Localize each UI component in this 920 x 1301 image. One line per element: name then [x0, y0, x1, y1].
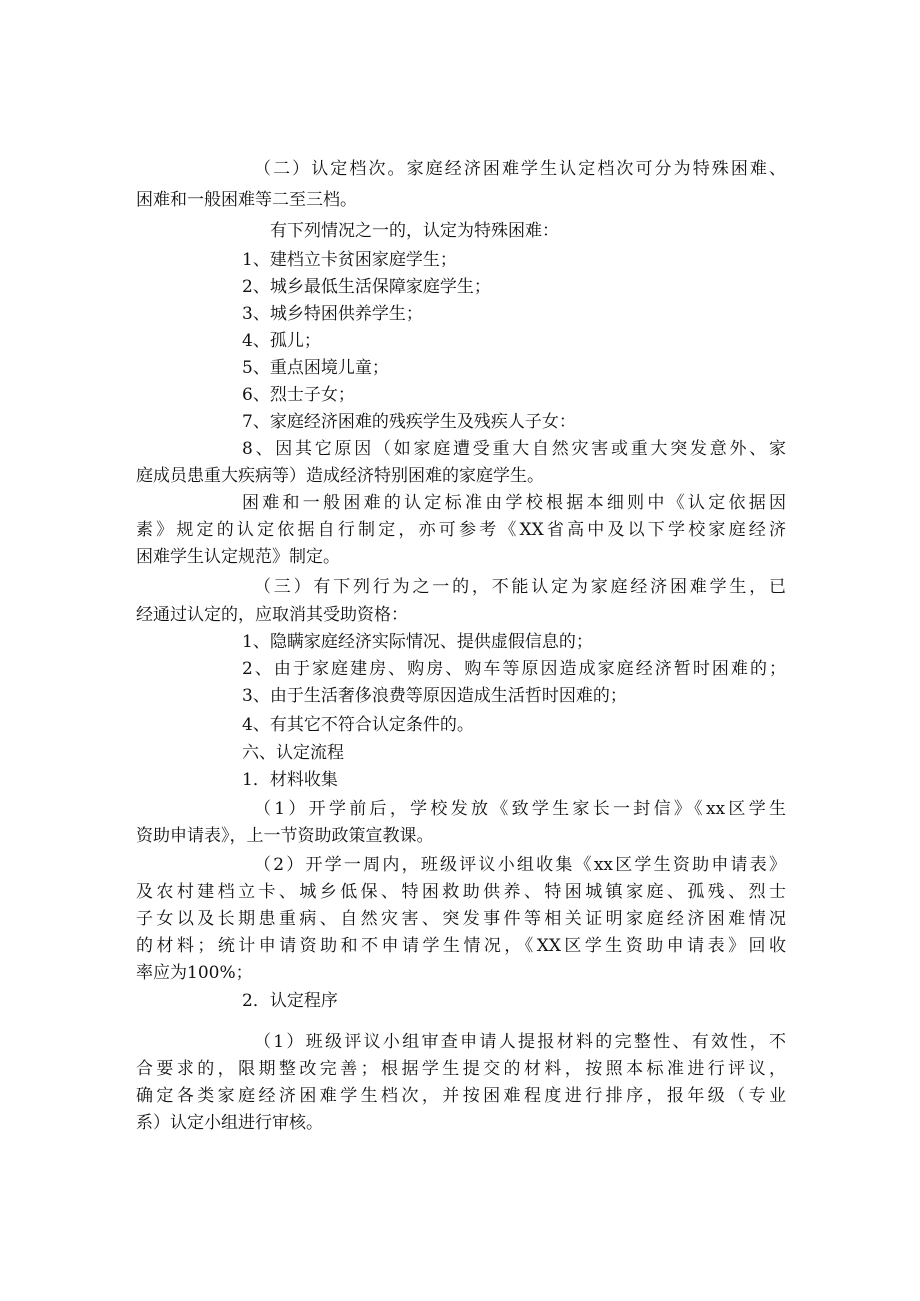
list-item-8-continuation: 庭成员患重大疾病等）造成经济特别困难的家庭学生。: [136, 466, 544, 486]
paragraph-line-1: （二）认定档次。家庭经济困难学生认定档次可分为特殊困难、: [254, 159, 786, 179]
list-item-5: 5、重点困境儿童；: [242, 358, 389, 378]
list-item-1: 1、建档立卡贫困家庭学生；: [242, 250, 457, 270]
paragraph-line-2: 困难和一般困难等二至三档。: [136, 190, 357, 210]
list-item-8: 8、因其它原因（如家庭遭受重大自然灾害或重大突发意外、家: [242, 439, 786, 459]
paragraph-line-13: 子女以及长期患重病、自然灾害、突发事件等相关证明家庭经济困难情况: [136, 909, 786, 929]
subsection-heading-1: 1．材料收集: [242, 770, 338, 790]
paragraph-line-14: 的材料；统计申请资助和不申请学生情况，《XX区学生资助申请表》回收: [136, 936, 786, 956]
paragraph-line-5: 素》规定的认定依据自行制定，亦可参考《XX省高中及以下学校家庭经济: [136, 520, 786, 540]
subsection-heading-2: 2．认定程序: [242, 991, 338, 1011]
list-item-7: 7、家庭经济困难的残疾学生及残疾人子女：: [242, 412, 576, 432]
paragraph-line-11: （2）开学一周内，班级评议小组收集《xx区学生资助申请表》: [254, 855, 786, 875]
paragraph-line-8: 经通过认定的，应取消其受助资格：: [136, 605, 408, 625]
paragraph-line-12: 及农村建档立卡、城乡低保、特困救助供养、特困城镇家庭、孤残、烈士: [136, 882, 786, 902]
paragraph-line-17: 合要求的，限期整改完善；根据学生提交的材料，按照本标准进行评议，: [136, 1059, 786, 1079]
list-item-3: 3、城乡特困供养学生；: [242, 304, 423, 324]
paragraph-line-7: （三）有下列行为之一的，不能认定为家庭经济困难学生，已: [254, 577, 786, 597]
list-item-6: 6、烈士子女；: [242, 385, 355, 405]
paragraph-line-4: 困难和一般困难的认定标准由学校根据本细则中《认定依据因: [242, 493, 786, 513]
list-item-12: 4、有其它不符合认定条件的。: [242, 715, 474, 735]
list-item-11: 3、由于生活奢侈浪费等原因造成生活哲时因难的；: [242, 686, 627, 706]
list-item-10: 2、由于家庭建房、购房、购车等原因造成家庭经济暂时困难的；: [242, 659, 786, 679]
paragraph-line-10: 资助申请表》，上一节资助政策宣教课。: [136, 826, 434, 846]
paragraph-line-3: 有下列情况之一的，认定为特殊困难：: [270, 221, 559, 241]
paragraph-line-19: 系）认定小组进行审核。: [136, 1113, 323, 1133]
paragraph-line-16: （1）班级评议小组审查申请人提报材料的完整性、有效性，不: [254, 1032, 786, 1052]
paragraph-line-15: 率应为100%；: [136, 963, 253, 983]
section-heading: 六、认定流程: [242, 743, 344, 763]
list-item-4: 4、孤儿；: [242, 331, 321, 351]
paragraph-line-9: （1）开学前后，学校发放《致学生家长一封信》《xx区学生: [254, 799, 786, 819]
list-item-9: 1、隐瞒家庭经济实际情况、提供虚假信息的；: [242, 632, 593, 652]
paragraph-line-6: 困难学生认定规范》制定。: [136, 547, 340, 567]
list-item-2: 2、城乡最低生活保障家庭学生；: [242, 277, 491, 297]
paragraph-line-18: 确定各类家庭经济困难学生档次，并按困难程度进行排序，报年级（专业: [136, 1086, 786, 1106]
